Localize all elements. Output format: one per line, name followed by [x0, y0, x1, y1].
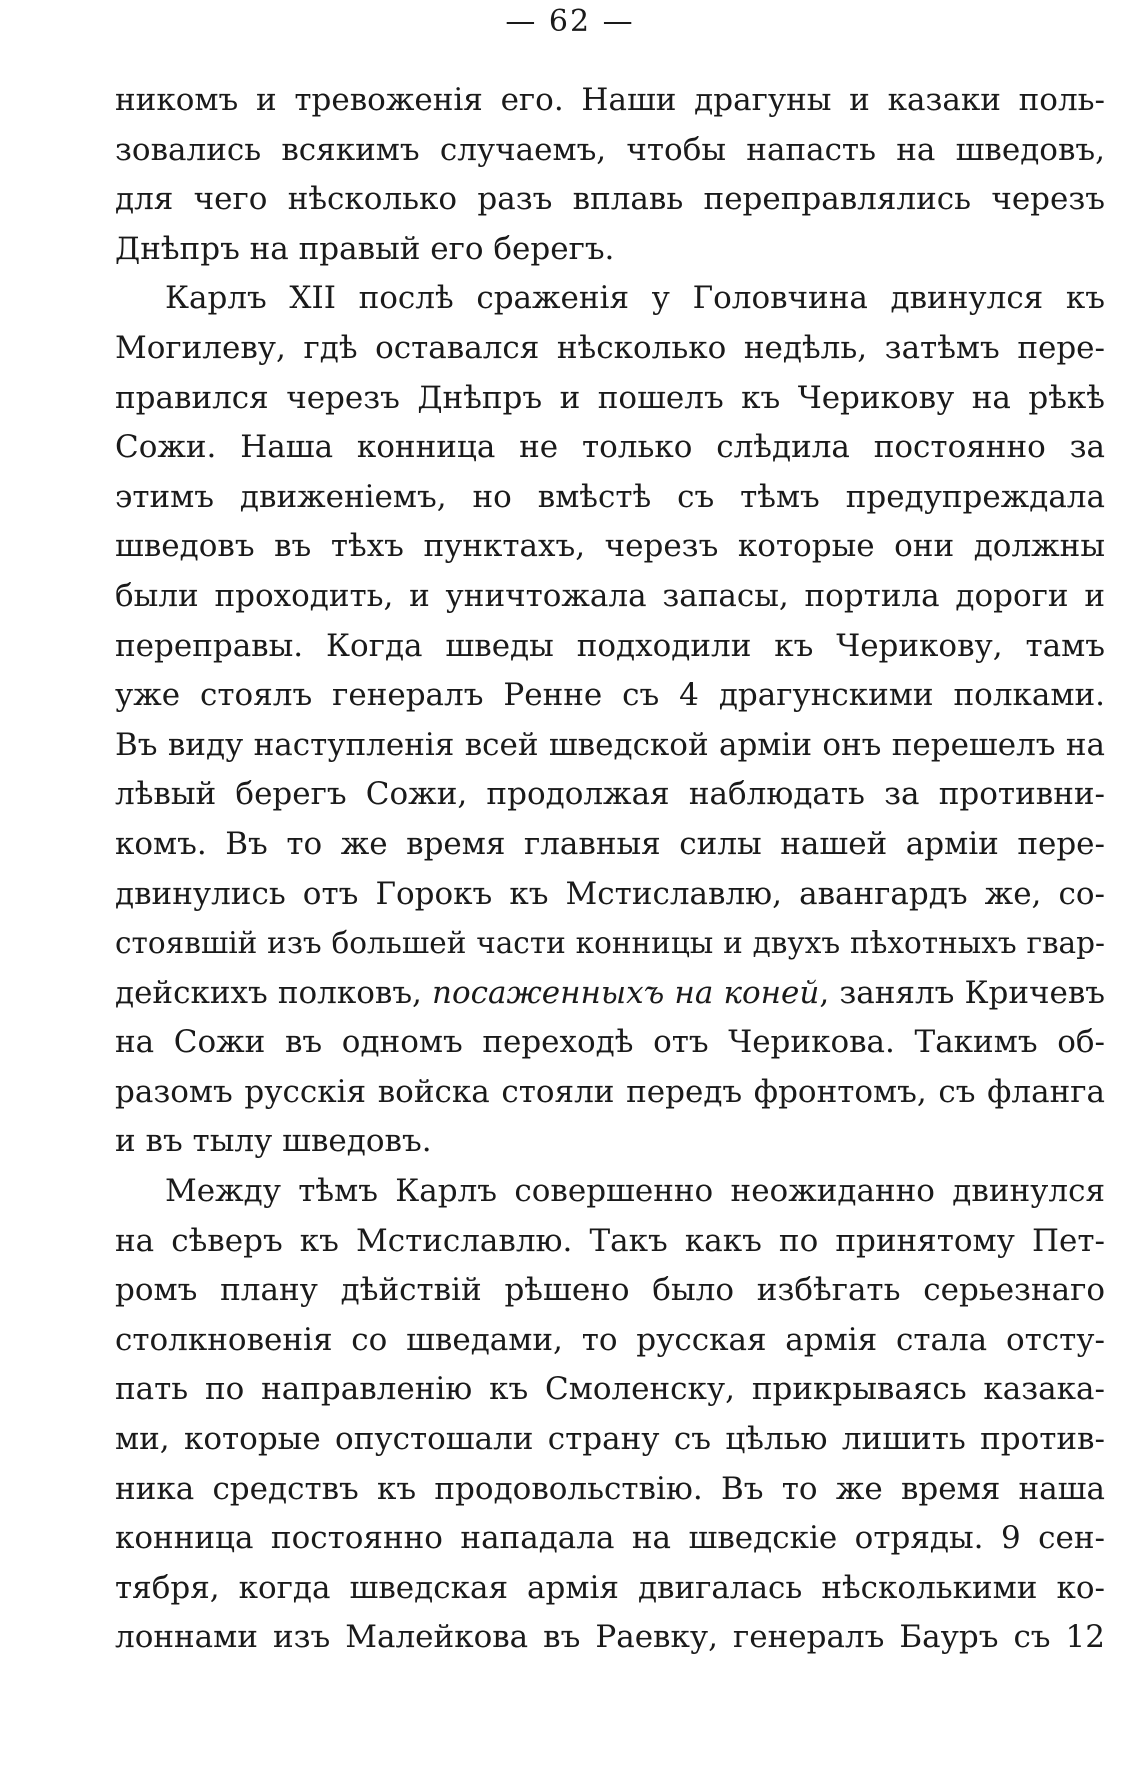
text-line: лоннами изъ Малейкова въ Раевку, генералъ Бауръ съ 12 — [115, 1619, 1105, 1656]
text-line: разомъ русскія войска стояли передъ фронтомъ, съ фланга — [115, 1073, 1105, 1110]
emphasized-phrase: посаженныхъ на коней — [432, 974, 820, 1011]
text-line: лѣвый берегъ Сожи, продолжая наблюдать за противни- — [115, 776, 1105, 813]
text-line: Сожи. Наша конница не только слѣдила постоянно за — [115, 429, 1105, 466]
paragraph-3 — [115, 1167, 1105, 1663]
text-line: стоявшій изъ большей части конницы и двухъ пѣхотныхъ гвар- — [115, 926, 1105, 961]
text-line-with-emphasis — [115, 969, 1105, 1019]
text-line: ми, которые опустошали страну съ цѣлью лишить против- — [115, 1421, 1105, 1458]
page-number: — 62 — — [505, 4, 635, 39]
text-line: Могилеву, гдѣ оставался нѣсколько недѣль, затѣмъ пере- — [115, 329, 1105, 366]
text-line: шведовъ въ тѣхъ пунктахъ, черезъ которые они должны — [115, 528, 1105, 565]
text-segment: , занялъ Кричевъ — [819, 974, 1105, 1011]
text-line: Днѣпръ на правый его берегъ. — [115, 230, 615, 267]
text-line: правился черезъ Днѣпръ и пошелъ къ Черикову на рѣкѣ — [115, 379, 1105, 416]
text-line: для чего нѣсколько разъ вплавь переправлялись черезъ — [115, 181, 1105, 218]
text-line: столкновенія со шведами, то русская армія стала отсту- — [115, 1321, 1105, 1358]
text-body — [115, 76, 1105, 1663]
text-line: комъ. Въ то же время главныя силы нашей арміи пере- — [115, 825, 1105, 862]
text-line: на Сожи въ одномъ переходѣ отъ Черикова. Такимъ об- — [115, 1024, 1105, 1061]
paragraph-2 — [115, 274, 1105, 1167]
text-line: никомъ и тревоженія его. Наши драгуны и казаки поль- — [115, 82, 1105, 118]
text-line: двинулись отъ Горокъ къ Мстиславлю, авангардъ же, со- — [115, 875, 1105, 912]
text-line: ника средствъ къ продовольствію. Въ то же время наша — [115, 1470, 1105, 1507]
text-line: ромъ плану дѣйствій рѣшено было избѣгать серьезнаго — [115, 1272, 1105, 1309]
text-line: пать по направленію къ Смоленску, прикрываясь казака- — [115, 1371, 1105, 1408]
text-line: переправы. Когда шведы подходили къ Черикову, тамъ — [115, 627, 1105, 664]
text-line: тября, когда шведская армія двигалась нѣсколькими ко- — [115, 1569, 1105, 1606]
text-line: были проходить, и уничтожала запасы, портила дороги и — [115, 577, 1105, 614]
text-line: на сѣверъ къ Мстиславлю. Такъ какъ по принятому Пет- — [115, 1222, 1105, 1259]
text-line: Между тѣмъ Карлъ совершенно неожиданно двинулся — [165, 1173, 1105, 1210]
text-line: этимъ движеніемъ, но вмѣстѣ съ тѣмъ предупреждала — [115, 478, 1105, 515]
paragraph-1 — [115, 76, 1105, 274]
text-line: Карлъ XII послѣ сраженія у Головчина двинулся къ — [165, 280, 1105, 317]
text-segment: дейскихъ полковъ, — [115, 974, 433, 1011]
text-line: конница постоянно нападала на шведскіе отряды. 9 сен- — [115, 1520, 1105, 1557]
text-line: уже стоялъ генералъ Ренне съ 4 драгунскими полками. — [115, 677, 1105, 714]
text-line: зовались всякимъ случаемъ, чтобы напасть на шведовъ, — [115, 131, 1105, 168]
text-line: и въ тылу шведовъ. — [115, 1123, 432, 1160]
text-line: Въ виду наступленія всей шведской арміи онъ перешелъ на — [115, 726, 1105, 763]
